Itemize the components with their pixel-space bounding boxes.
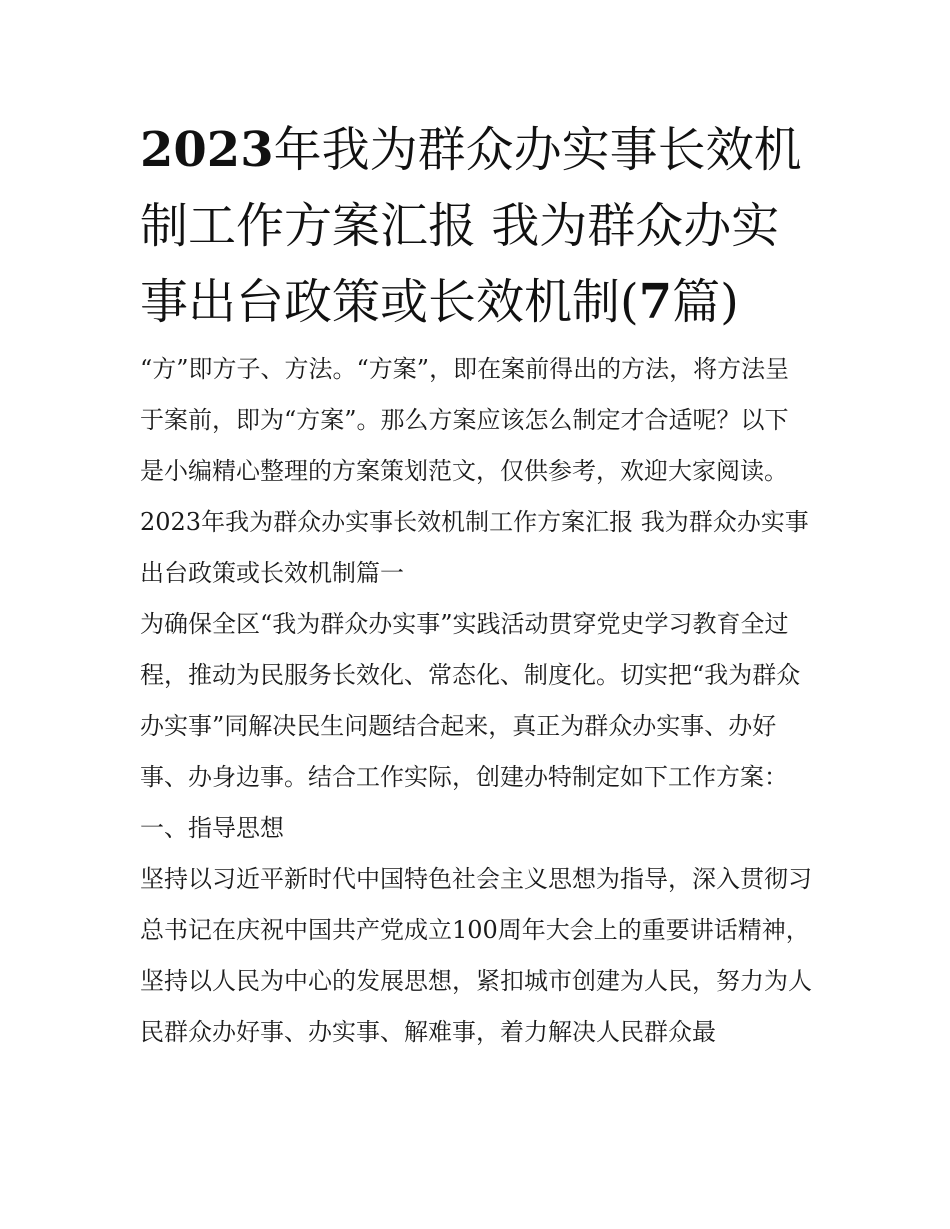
title-text: 年我为群众办实事长效机制工作方案汇报 我为群众办实事出台政策或长效机制( — [140, 122, 802, 330]
title-year: 2023 — [140, 122, 274, 178]
guiding-ideology-paragraph: 坚持以习近平新时代中国特色社会主义思想为指导，深入贯彻习总书记在庆祝中国共产党成立100周年大会上的重要讲话精神，坚持以人民为中心的发展思想，紧扣城市创建为人民，努力为人民群众办好事、办实事、解难事，着力解决人民群众最 — [140, 865, 812, 1046]
purpose-paragraph: 为确保全区“我为群众办实事”实践活动贯穿党史学习教育全过程，推动为民服务长效化、常态化、制度化。切实把“我为群众办实事”同解决民生问题结合起来，真正为群众办实事、办好事、办身边事。结合工作实际，创建办特制定如下工作方案： — [140, 610, 801, 791]
document-content — [140, 112, 812, 1058]
section-heading-1: 2023年我为群众办实事长效机制工作方案汇报 我为群众办实事出台政策或长效机制篇一 — [140, 508, 809, 587]
intro-paragraph: “方”即方子、方法。“方案”，即在案前得出的方法，将方法呈于案前，即为“方案”。那么方案应该怎么制定才合适呢？以下是小编精心整理的方案策划范文，仅供参考，欢迎大家阅读。 — [140, 355, 790, 485]
guiding-ideology-heading: 一、指导思想 — [140, 814, 284, 842]
document-body — [140, 344, 812, 1058]
title-count: 7 — [638, 274, 673, 330]
title-suffix: 篇) — [672, 274, 739, 330]
document-title — [140, 112, 812, 340]
